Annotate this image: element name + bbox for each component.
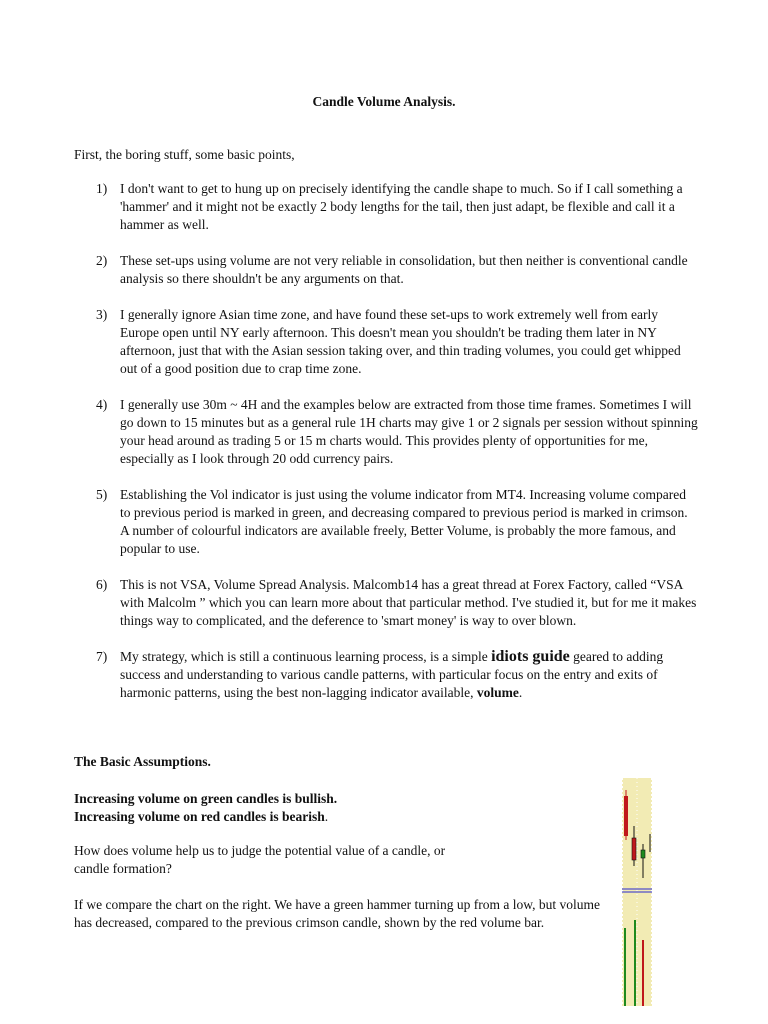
volume-emphasis: volume (476, 685, 519, 700)
intro-text: First, the boring stuff, some basic points, (74, 147, 295, 162)
assumption-bullish: Increasing volume on green candles is bullish. (74, 791, 338, 806)
idiots-guide-emphasis: idiots guide (491, 648, 570, 665)
question-paragraph: How does volume help us to judge the potential value of a candle, or candle formation? (74, 843, 446, 876)
section-heading: The Basic Assumptions. (74, 754, 211, 769)
candle-body (624, 796, 628, 836)
list-item: 3) I generally ignore Asian time zone, and have found these set-ups to work extremely well from early Europe open until NY early afternoon. This doesn't mean you shouldn't be trading them later in NY afternoon, just that with the Asian session taking over, and thin trading volumes, you could get whipped out of a good position due to crap time zone. (96, 307, 681, 376)
list-item: 7) My strategy, which is still a continuous learning process, is a simple idiots guide geared to adding success and understanding to various candle patterns, with particular focus on the entry and exits of harmonic patterns, using the best non-lagging indicator available, volume. (96, 648, 664, 700)
candle-body (641, 850, 645, 858)
comparison-paragraph: If we compare the chart on the right. We have a green hammer turning up from a low, but volume has decreased, compared to the previous crimson candle, shown by the red volume bar. (74, 897, 600, 930)
list-item: 4) I generally use 30m ~ 4H and the examples below are extracted from those time frames. Sometimes I will go down to 15 minutes but as a general rule 1H charts may give 1 or 2 signals per session without spinning your head around as trading 5 or 15 m charts would. This provides plenty of opportunities for me, especially as I look through 20 odd currency pairs. (96, 397, 698, 466)
document-title: Candle Volume Analysis. (312, 94, 456, 109)
candle-chart-image (622, 778, 652, 1006)
candle-chart-svg (622, 778, 652, 1006)
points-list (74, 180, 699, 720)
volume-bar (624, 928, 626, 1006)
list-item: 2) These set-ups using volume are not very reliable in consolidation, but then neither is conventional candle analysis so there shouldn't be any arguments on that. (96, 253, 688, 286)
list-item: 1) I don't want to get to hung up on precisely identifying the candle shape to much. So if I call something a 'hammer' and it might not be exactly 2 body lengths for the tail, then just adapt, be flexible and call it a hammer as well. (96, 181, 683, 232)
list-item: 6) This is not VSA, Volume Spread Analysis. Malcomb14 has a great thread at Forex Factory, called “VSA with Malcolm ” which you can learn more about that particular method. I've studied it, but for me it makes things way to complicated, and the deference to 'smart money' is way to over blown. (96, 577, 697, 628)
list-item: 5) Establishing the Vol indicator is just using the volume indicator from MT4. Increasing volume compared to previous period is marked in green, and decreasing compared to previous period is marked in crimson. A number of colourful indicators are available freely, Better Volume, is probably the more famous, and popular to use. (96, 487, 688, 556)
assumption-bearish: Increasing volume on red candles is bearish. (74, 809, 329, 824)
candle-body (632, 838, 636, 860)
assumptions (74, 790, 337, 826)
volume-bar (634, 920, 636, 1006)
volume-bar (642, 940, 644, 1006)
